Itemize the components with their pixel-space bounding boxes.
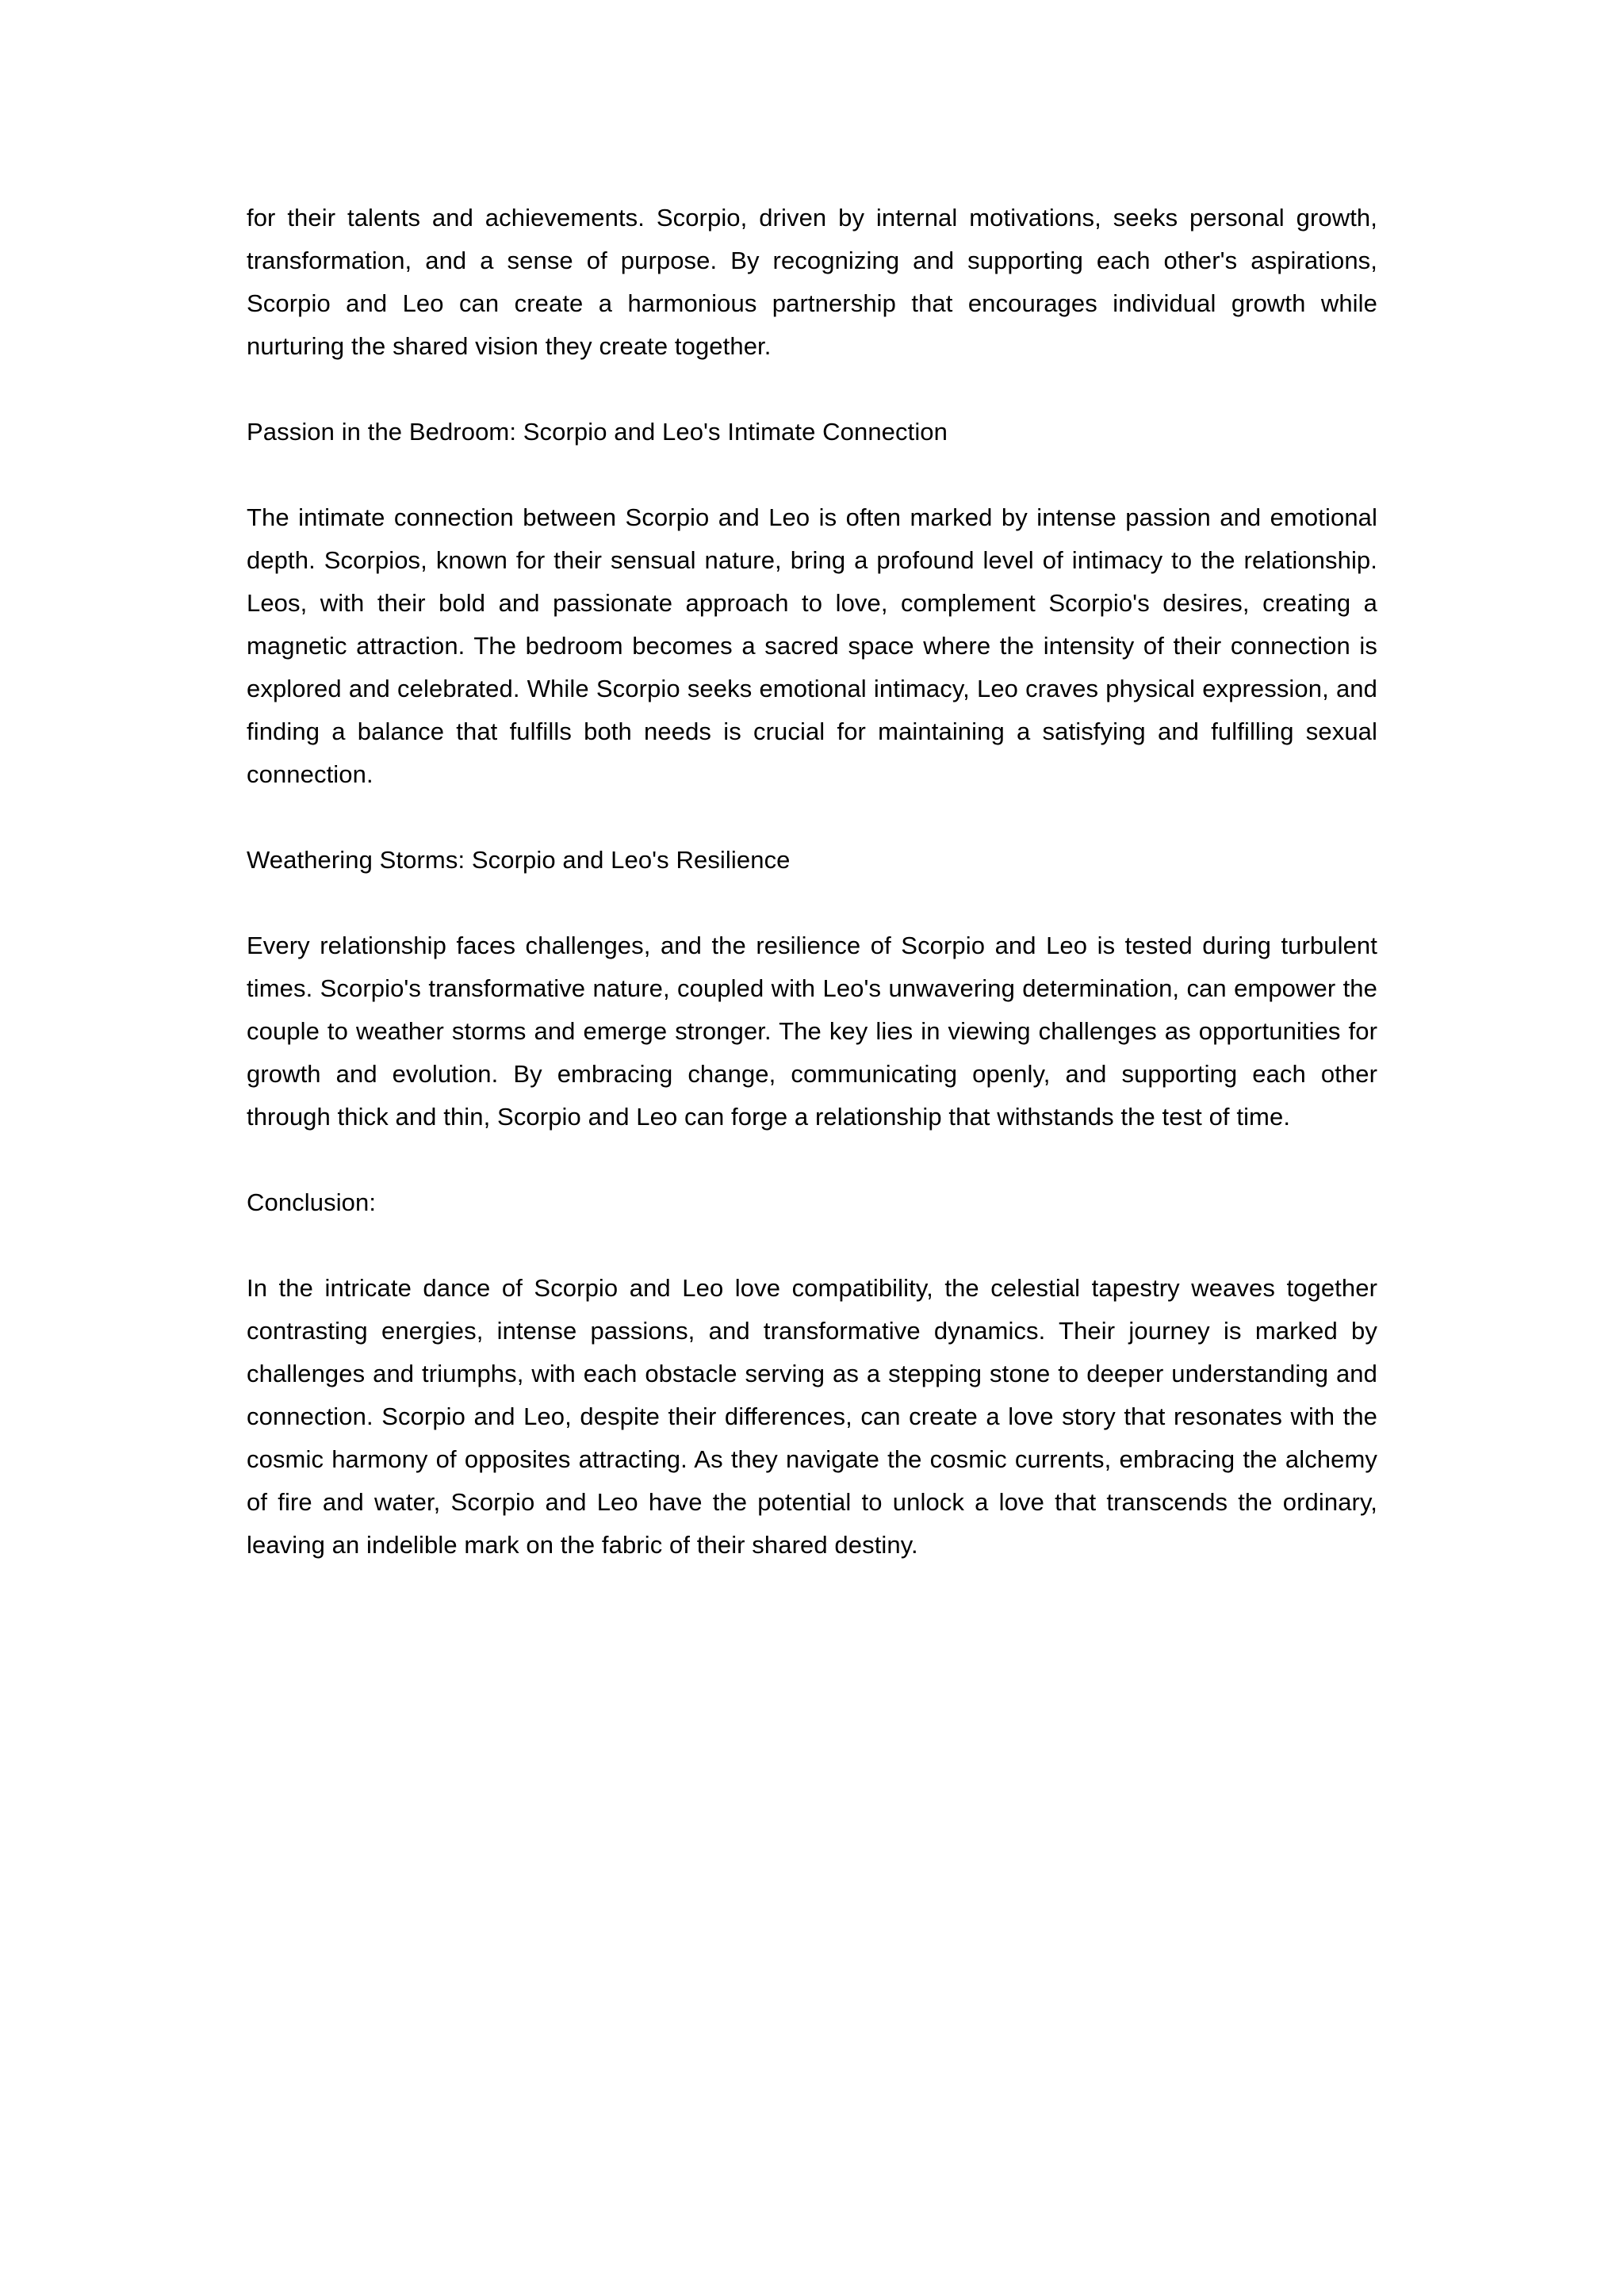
paragraph-continuation: for their talents and achievements. Scorpio, driven by internal motivations, seeks personal growth, transformation, and a sense of purpose. By recognizing and supporting each other's aspirations, Scorpio and Leo can create a harmonious partnership that encourages individual growth while nurturing the shared vision they create together. <box>247 204 1377 360</box>
paragraph-resilience: Every relationship faces challenges, and the resilience of Scorpio and Leo is tested during turbulent times. Scorpio's transformative nature, coupled with Leo's unwavering determination, can empower the couple to weather storms and emerge stronger. The key lies in viewing challenges as opportunities for growth and evolution. By embracing change, communicating openly, and supporting each other through thick and thin, Scorpio and Leo can forge a relationship that withstands the test of time. <box>247 932 1377 1131</box>
paragraph-conclusion: In the intricate dance of Scorpio and Leo love compatibility, the celestial tapestry weaves together contrasting energies, intense passions, and transformative dynamics. Their journey is marked by challenges and triumphs, with each obstacle serving as a stepping stone to deeper understanding and connection. Scorpio and Leo, despite their differences, can create a love story that resonates with the cosmic harmony of opposites attracting. As they navigate the cosmic currents, embracing the alchemy of fire and water, Scorpio and Leo have the potential to unlock a love that transcends the ordinary, leaving an indelible mark on the fabric of their shared destiny. <box>247 1274 1377 1559</box>
document-text-area <box>247 197 1377 1609</box>
section-heading-weathering-storms: Weathering Storms: Scorpio and Leo's Resilience <box>247 846 791 874</box>
paragraph-intimate-connection: The intimate connection between Scorpio and Leo is often marked by intense passion and emotional depth. Scorpios, known for their sensual nature, bring a profound level of intimacy to the relationship. Leos, with their bold and passionate approach to love, complement Scorpio's desires, creating a magnetic attraction. The bedroom becomes a sacred space where the intensity of their connection is explored and celebrated. While Scorpio seeks emotional intimacy, Leo craves physical expression, and finding a balance that fulfills both needs is crucial for maintaining a satisfying and fulfilling sexual connection. <box>247 503 1377 788</box>
section-heading-conclusion: Conclusion: <box>247 1188 377 1216</box>
section-heading-passion: Passion in the Bedroom: Scorpio and Leo's Intimate Connection <box>247 418 948 446</box>
